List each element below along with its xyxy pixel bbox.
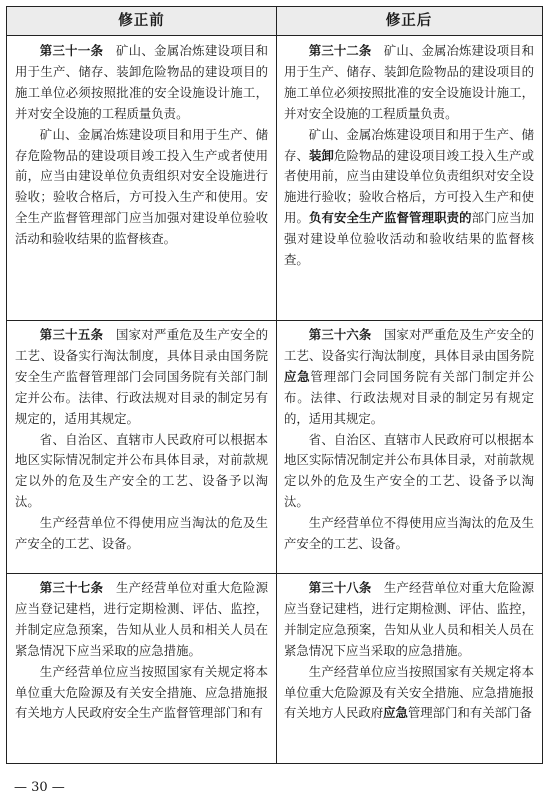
clause-text: 矿山、金属冶炼建设项目和用于生产、储存危险物品的建设项目竣工投入生产或者使用前，应当由建设单位负责组织对安全设施进行验收；验收合格后，方可投入生产和使用。安全生产监督管理部门应当加强对建设单位验收活动和验收结果的监督核查。 [15,126,268,247]
article-number: 第三十五条 [39,327,104,342]
clause-text: 国家对严重危及生产安全的工艺、设备实行淘汰制度，具体目录由国务院 [284,327,535,363]
row-divider [7,573,542,574]
article-number: 第三十七条 [39,580,104,595]
clause-paragraph [15,325,268,430]
clause-paragraph [284,325,534,430]
clause-paragraph [15,662,268,725]
clause-paragraph [284,662,534,725]
row-1-after [276,41,542,319]
clause-paragraph [284,430,534,514]
clause-paragraph [284,513,534,555]
article-number: 第三十二条 [308,43,372,58]
clause-text: 生产经营单位不得使用应当淘汰的危及生产安全的工艺、设备。 [284,515,534,552]
header-after: 修正后 [385,13,433,29]
clause-text: 省、自治区、直辖市人民政府可以根据本地区实际情况制定并公布具体目录，对前款规定以外的危及生产安全的工艺、设备予以淘汰。 [15,431,268,510]
article-number: 第三十六条 [308,327,372,342]
clause-text: 部门应当加强对建设单位验收活动和验收结果的监督核查。 [284,210,535,268]
row-2-after [276,325,542,572]
clause-text: 省、自治区、直辖市人民政府可以根据本地区实际情况制定并公布具体目录，对前款规定以外的危及生产安全的工艺、设备予以淘汰。 [284,431,534,510]
row-2-before [7,325,276,572]
clause-text: 危险物品的建设项目竣工投入生产或者使用前，应当由建设单位负责组织对安全设施进行验收；验收合格后，方可投入生产和使用。 [284,147,535,226]
clause-paragraph [15,41,268,125]
amended-text: 负有安全生产监督管理职责的 [309,210,472,226]
clause-text: 管理部门会同国务院有关部门制定并公布。法律、行政法规对目录的制定另有规定的，适用其规定。 [284,368,535,426]
clause-text: 生产经营单位不得使用应当淘汰的危及生产安全的工艺、设备。 [15,515,268,552]
clause-paragraph [284,125,534,271]
clause-text: 生产经营单位对重大危险源应当登记建档，进行定期检测、评估、监控，并制定应急预案，告知从业人员和相关人员在紧急情况下应当采取的应急措施。 [284,580,535,658]
page-number: — 30 — [14,780,65,795]
clause-paragraph [284,41,534,125]
clause-paragraph [15,578,268,662]
clause-text: 矿山、金属冶炼建设项目和用于生产、储存、装卸危险物品的建设项目的施工单位必须按照批准的安全设施设计施工，并对安全设施的工程质量负责。 [15,43,269,121]
clause-text: 管理部门和有关部门备 [407,705,532,721]
clause-text: 矿山、金属冶炼建设项目和用于生产、储存、 [284,126,534,163]
clause-paragraph [284,578,534,662]
clause-paragraph [15,430,268,514]
amended-text: 应急 [383,705,408,721]
clause-text: 生产经营单位应当按照国家有关规定将本单位重大危险源及有关安全措施、应急措施报有关地方人民政府 [284,663,534,721]
clause-text: 生产经营单位应当按照国家有关规定将本单位重大危险源及有关安全措施、应急措施报有关地方人民政府安全生产监督管理部门和有 [15,663,268,721]
clause-text: 生产经营单位对重大危险源应当登记建档，进行定期检测、评估、监控，并制定应急预案，告知从业人员和相关人员在紧急情况下应当采取的应急措施。 [15,580,269,658]
table-header [7,7,542,36]
amended-text: 装卸 [309,147,335,163]
comparison-table [6,6,543,764]
clause-paragraph [15,125,268,250]
amended-text: 应急 [284,368,311,384]
row-1-before [7,41,276,319]
clause-text: 国家对严重危及生产安全的工艺、设备实行淘汰制度，具体目录由国务院安全生产监督管理部门会同国务院有关部门制定并公布。法律、行政法规对目录的制定另有规定的，适用其规定。 [15,327,269,426]
clause-text: 矿山、金属冶炼建设项目和用于生产、储存、装卸危险物品的建设项目的施工单位必须按照批准的安全设施设计施工，并对安全设施的工程质量负责。 [284,43,535,121]
row-3-before [7,578,276,763]
article-number: 第三十一条 [39,43,104,58]
row-3-after [276,578,542,763]
row-divider [7,320,542,321]
article-number: 第三十八条 [308,580,372,595]
clause-paragraph [15,513,268,555]
header-before: 修正前 [118,13,165,29]
